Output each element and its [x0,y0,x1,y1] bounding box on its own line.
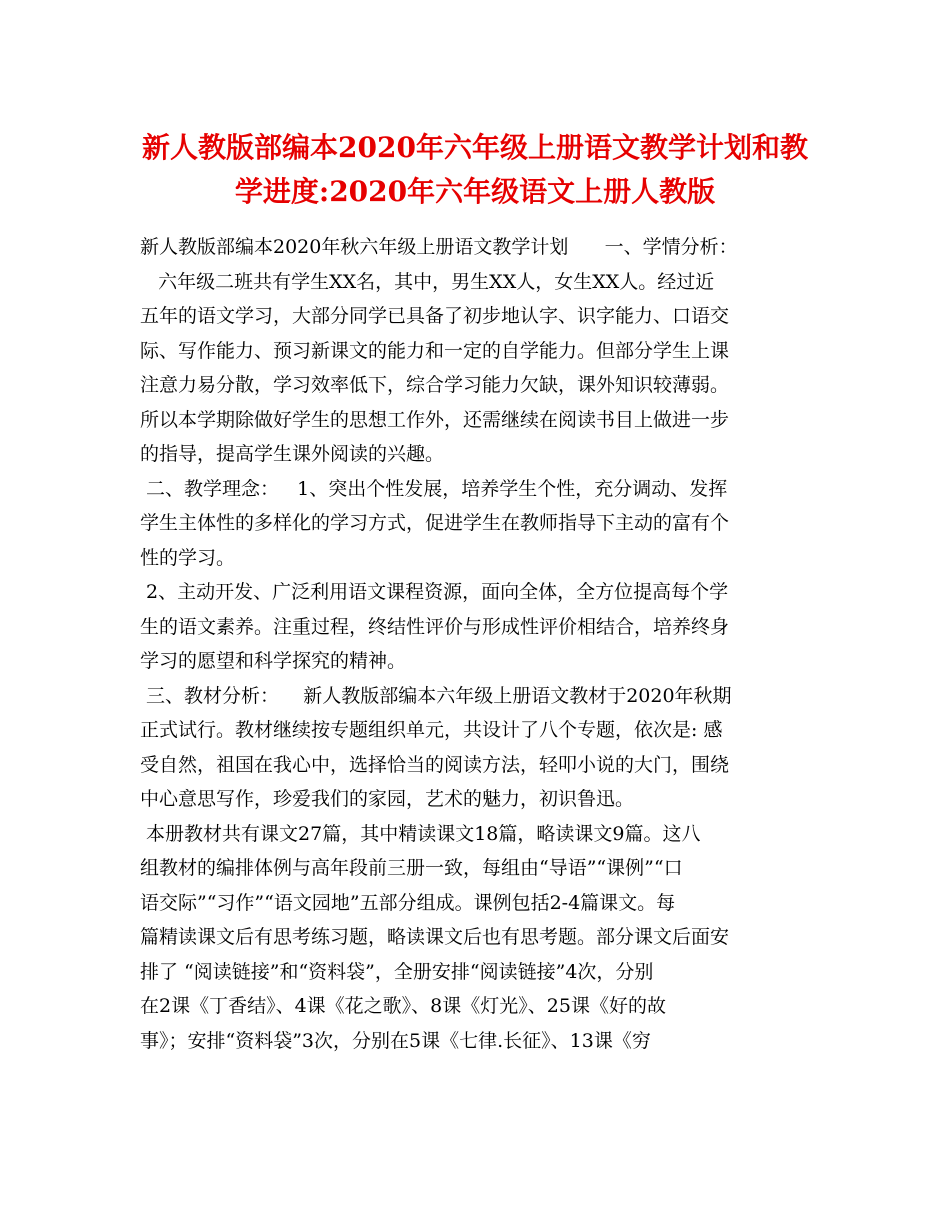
body-line: 学生主体性的多样化的学习方式，促进学生在教师指导下主动的富有个 [140,512,730,534]
body-line: 际、写作能力、预习新课文的能力和一定的自学能力。但部分学生上课 [140,339,730,362]
body-line: 本册教材共有课文27篇，其中精读课文18篇，略读课文9篇。这八 [140,822,701,845]
body-line: 组教材的编排体例与高年段前三册一致，每组由“导语”“课例”“口 [140,857,683,879]
document-body [140,230,840,1058]
title-line-1: 新人教版部编本2020年六年级上册语文教学计划和教 [142,131,808,164]
body-line: 语交际”“习作”“语文园地”五部分组成。课例包括2-4篇课文。每 [140,891,676,914]
body-line: 受自然，祖国在我心中，选择恰当的阅读方法，轻叩小说的大门，围绕 [140,753,730,776]
body-line: 二、教学理念： 1、突出个性发展，培养学生个性，充分调动、发挥 [140,477,728,500]
body-line: 2、主动开发、广泛利用语文课程资源，面向全体，全方位提高每个学 [140,581,729,603]
body-line: 在2课《丁香结》、4课《花之歌》、8课《灯光》、25课《好的故 [140,995,666,1017]
body-line: 事》；安排“资料袋”3次，分别在5课《七律.长征》、13课《穷 [140,1029,651,1052]
body-line: 正式试行。教材继续按专题组织单元，共设计了八个专题，依次是: 感 [140,719,723,741]
document-title [100,126,850,214]
body-line: 的指导，提高学生课外阅读的兴趣。 [140,443,445,465]
body-line: 学习的愿望和科学探究的精神。 [140,650,407,672]
body-line: 新人教版部编本2020年秋六年级上册语文教学计划 一、学情分析： [140,236,738,258]
body-line: 排了 “阅读链接”和“资料袋”，全册安排“阅读链接”4次，分别 [140,960,654,983]
body-line: 生的语文素养。注重过程，终结性评价与形成性评价相结合，培养终身 [140,615,730,638]
body-line: 所以本学期除做好学生的思想工作外，还需继续在阅读书目上做进一步 [140,408,730,431]
title-line-2: 学进度:2020年六年级语文上册人教版 [234,175,716,208]
body-line: 篇精读课文后有思考练习题，略读课文后也有思考题。部分课文后面安 [140,926,730,948]
body-line: 注意力易分散，学习效率低下，综合学习能力欠缺，课外知识较薄弱。 [140,374,730,396]
body-line: 中心意思写作，珍爱我们的家园，艺术的魅力，初识鲁迅。 [140,788,635,810]
body-line: 性的学习。 [140,546,236,569]
body-line: 六年级二班共有学生XX名，其中，男生XX人，女生XX人。经过近 [140,270,715,293]
body-line: 三、教材分析： 新人教版部编本六年级上册语文教材于2020年秋期 [140,684,732,707]
body-line: 五年的语文学习，大部分同学已具备了初步地认字、识字能力、口语交 [140,305,730,327]
